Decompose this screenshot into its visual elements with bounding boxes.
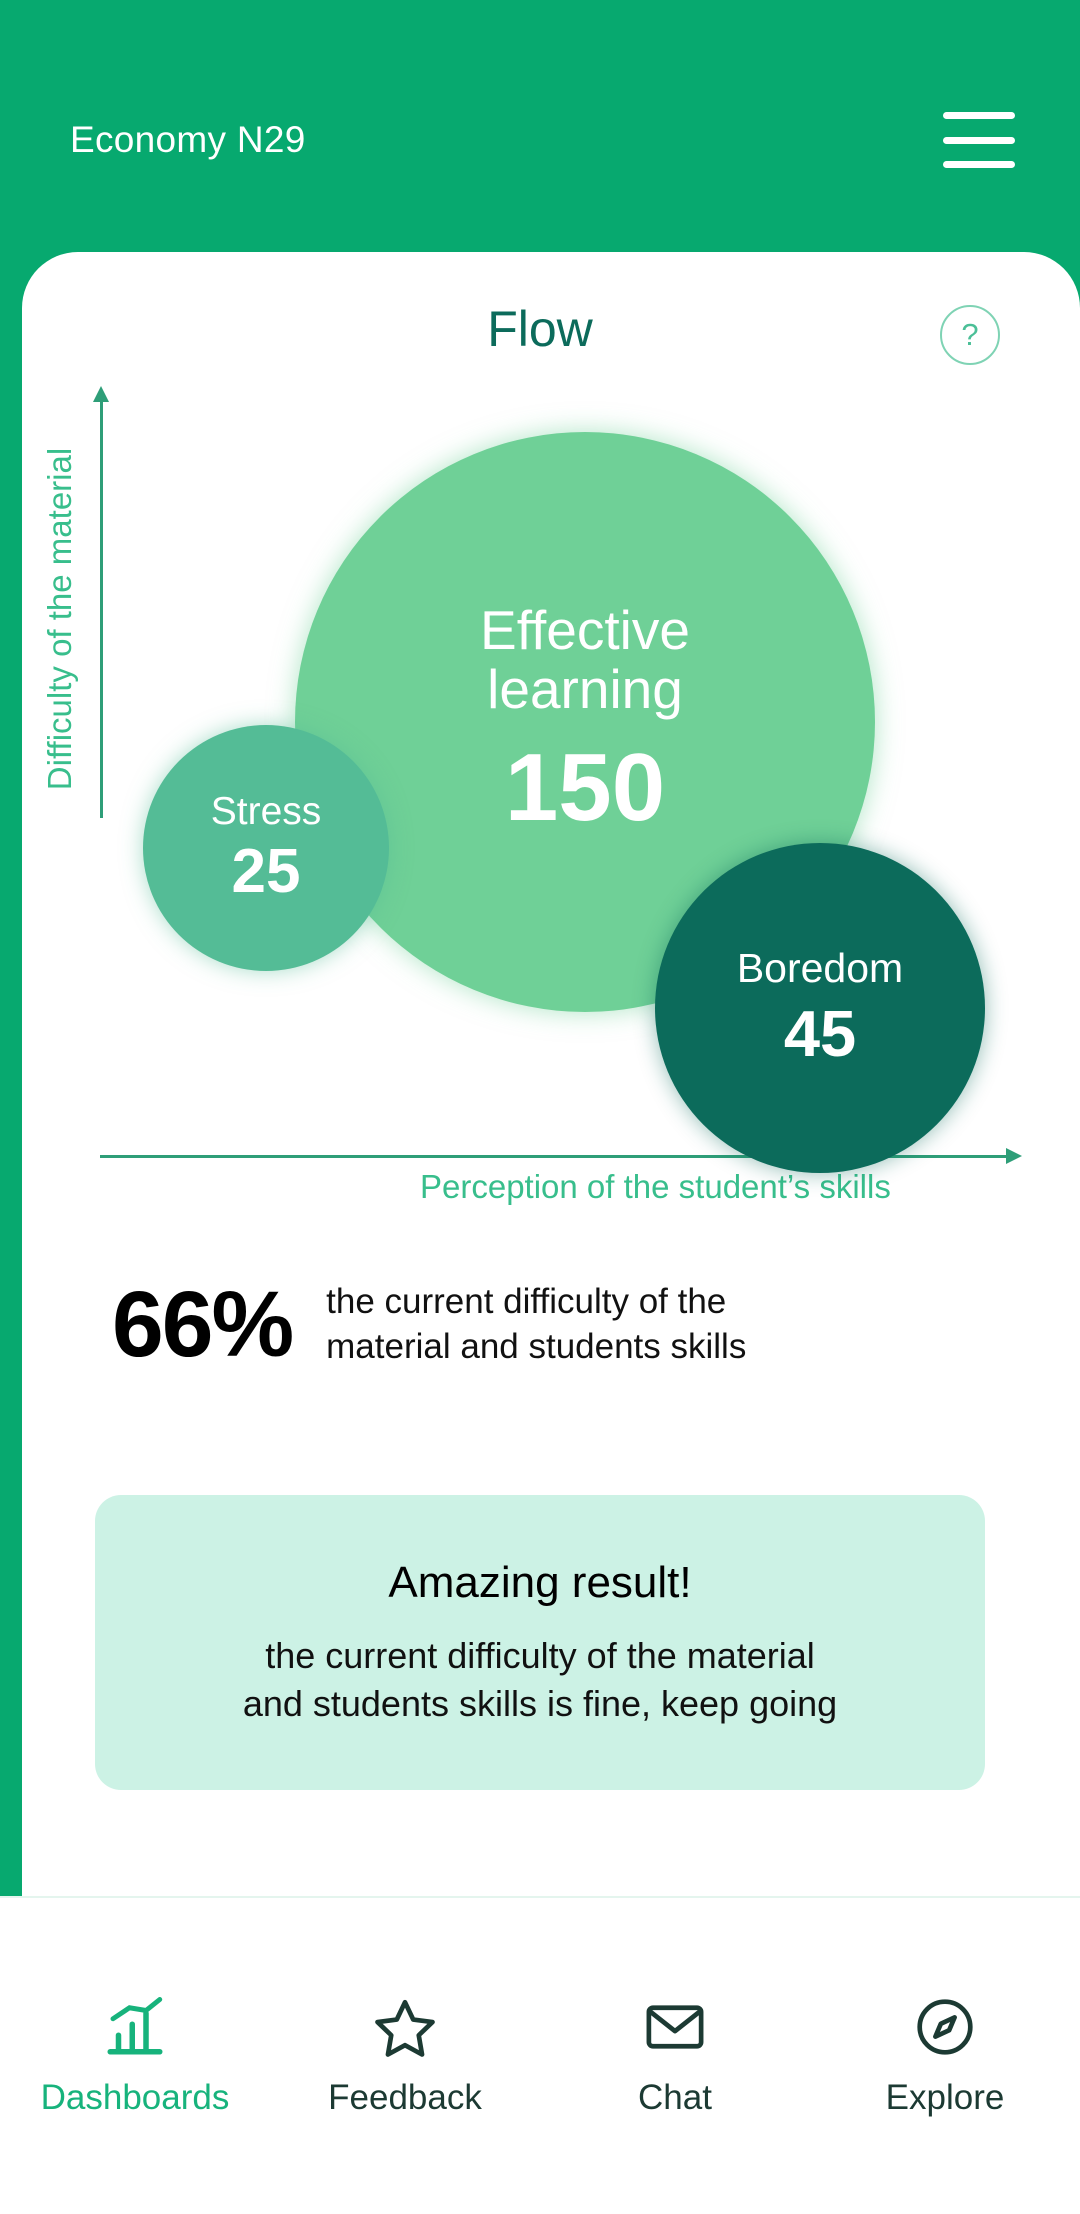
x-axis-label: Perception of the student’s skills bbox=[420, 1168, 891, 1205]
result-card bbox=[95, 1495, 985, 1790]
bubble-label: Stress bbox=[210, 789, 322, 833]
bottom-navigation bbox=[0, 1896, 1080, 2214]
result-title: Amazing result! bbox=[388, 1557, 692, 1607]
star-icon bbox=[372, 1994, 438, 2060]
nav-item-explore[interactable] bbox=[810, 1994, 1080, 2118]
bubble-value: 45 bbox=[783, 997, 857, 1070]
summary-percent: 66% bbox=[112, 1272, 293, 1376]
menu-line-2 bbox=[943, 137, 1015, 144]
bubble-label: Boredom bbox=[736, 945, 904, 991]
bubble-stress[interactable] bbox=[143, 725, 389, 971]
chart-title: Flow bbox=[487, 301, 593, 357]
bubble-value: 25 bbox=[231, 836, 301, 906]
x-axis-arrow-icon bbox=[1006, 1148, 1022, 1164]
y-axis-label: Difficulty of the material bbox=[41, 447, 78, 791]
hamburger-menu-icon[interactable] bbox=[943, 112, 1015, 168]
result-body: the current difficulty of the material and students skills is fine, keep going bbox=[242, 1634, 838, 1724]
menu-line-3 bbox=[943, 161, 1015, 168]
top-bar bbox=[0, 0, 1080, 260]
menu-line-1 bbox=[943, 112, 1015, 119]
nav-label: Dashboards bbox=[40, 2078, 230, 2117]
nav-label: Explore bbox=[885, 2078, 1005, 2117]
nav-item-dashboards[interactable] bbox=[0, 1994, 270, 2118]
bubble-value: 150 bbox=[504, 734, 666, 842]
page-title: Economy N29 bbox=[70, 119, 306, 160]
nav-item-feedback[interactable] bbox=[270, 1994, 540, 2118]
compass-icon bbox=[912, 1994, 978, 2060]
question-circle-icon[interactable]: ? bbox=[940, 305, 1000, 365]
bar-chart-icon bbox=[102, 1994, 168, 2060]
y-axis bbox=[100, 400, 103, 818]
envelope-icon bbox=[642, 1994, 708, 2060]
summary-row bbox=[0, 1272, 1080, 1376]
bubble-label: Effective learning bbox=[480, 598, 690, 720]
y-axis-arrow-icon bbox=[93, 386, 109, 402]
nav-label: Feedback bbox=[328, 2078, 482, 2117]
nav-label: Chat bbox=[638, 2078, 712, 2117]
nav-item-chat[interactable] bbox=[540, 1994, 810, 2118]
summary-description: the current difficulty of the material and students skills bbox=[326, 1281, 747, 1366]
bubble-boredom[interactable] bbox=[655, 843, 985, 1173]
